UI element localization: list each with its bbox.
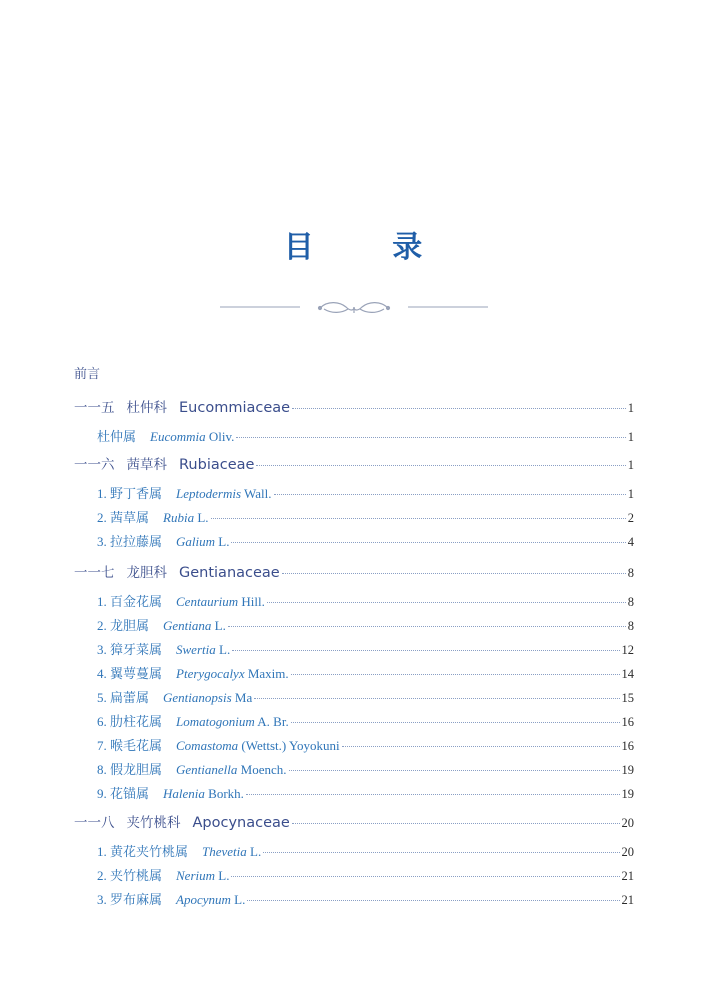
toc-genus-entry[interactable]	[74, 759, 634, 778]
genus-number: 6.	[97, 714, 107, 729]
dot-leader	[236, 437, 625, 438]
family-name-latin: Gentianaceae	[179, 565, 280, 581]
genus-name-cn	[97, 483, 162, 502]
genus-name-latin	[176, 486, 272, 502]
dot-leader	[263, 852, 619, 853]
dot-leader	[282, 573, 626, 574]
genus-authority: L.	[218, 534, 230, 549]
family-name-latin: Eucommiaceae	[179, 400, 291, 416]
dot-leader	[256, 465, 625, 466]
page-number: 8	[627, 619, 634, 633]
toc-family-entry[interactable]	[74, 453, 634, 473]
page-number: 19	[621, 763, 634, 777]
genus-latin-italic: Halenia	[163, 786, 205, 801]
family-name-cn: 龙胆科	[126, 565, 167, 581]
genus-number: 3.	[97, 642, 107, 657]
genus-name-cn	[97, 841, 188, 860]
genus-number: 3.	[97, 534, 107, 549]
toc-genus-entry[interactable]	[74, 841, 634, 860]
genus-name-latin	[176, 738, 340, 754]
genus-latin-italic: Rubia	[163, 510, 195, 525]
dot-leader	[292, 408, 626, 409]
genus-latin-italic: Galium	[176, 534, 216, 549]
genus-name-latin	[176, 594, 265, 610]
dot-leader	[291, 674, 620, 675]
page-number: 14	[621, 667, 634, 681]
page-number: 12	[621, 643, 634, 657]
toc-genus-entry[interactable]	[74, 639, 634, 658]
genus-authority: Maxim.	[247, 666, 289, 681]
genus-latin-italic: Comastoma	[176, 738, 239, 753]
page-number: 8	[627, 595, 634, 609]
genus-cn-text: 杜仲属	[97, 429, 137, 444]
genus-name-cn	[97, 865, 162, 884]
genus-name-cn	[97, 759, 162, 778]
dot-leader	[231, 542, 625, 543]
genus-latin-italic: Apocynum	[176, 892, 231, 907]
genus-cn-text: 夹竹桃属	[110, 868, 163, 883]
toc-genus-entry[interactable]	[74, 591, 634, 610]
dot-leader	[291, 722, 620, 723]
genus-number: 2.	[97, 618, 107, 633]
genus-name-cn	[97, 615, 149, 634]
genus-cn-text: 假龙胆属	[110, 762, 163, 777]
genus-name-latin	[163, 690, 252, 706]
toc-genus-entry[interactable]	[74, 865, 634, 884]
genus-number: 2.	[97, 510, 107, 525]
genus-name-latin	[163, 786, 244, 802]
page-number: 4	[627, 535, 634, 549]
page-number: 16	[621, 715, 634, 729]
dot-leader	[292, 823, 620, 824]
dot-leader	[211, 518, 626, 519]
genus-authority: Oliv.	[208, 429, 235, 444]
page-number: 20	[621, 845, 634, 859]
genus-cn-text: 野丁香属	[110, 486, 163, 501]
dot-leader	[254, 698, 619, 699]
family-number: 一一七	[74, 565, 115, 581]
dot-leader	[231, 876, 619, 877]
family-number: 一一五	[74, 400, 115, 416]
page-number: 1	[627, 430, 634, 444]
genus-cn-text: 喉毛花属	[110, 738, 163, 753]
toc-genus-entry[interactable]	[74, 426, 634, 445]
genus-number: 2.	[97, 868, 107, 883]
genus-latin-italic: Gentiana	[163, 618, 212, 633]
genus-authority: Hill.	[241, 594, 265, 609]
page-number: 1	[627, 458, 634, 472]
genus-name-cn	[97, 663, 162, 682]
toc-genus-entry[interactable]	[74, 687, 634, 706]
genus-name-cn	[97, 426, 136, 445]
genus-name-latin	[176, 666, 289, 682]
genus-latin-italic: Eucommia	[150, 429, 206, 444]
page-number: 20	[621, 816, 634, 830]
genus-authority: Ma	[234, 690, 253, 705]
family-name-cn: 杜仲科	[126, 400, 167, 416]
page-title: 目 录	[283, 230, 457, 265]
genus-cn-text: 扁蕾属	[110, 690, 150, 705]
toc-family-entry[interactable]	[74, 561, 634, 581]
genus-authority: L.	[219, 642, 231, 657]
genus-cn-text: 龙胆属	[110, 618, 150, 633]
toc-genus-entry[interactable]	[74, 783, 634, 802]
genus-name-cn	[97, 735, 162, 754]
genus-latin-italic: Pterygocalyx	[176, 666, 245, 681]
toc-genus-entry[interactable]	[74, 711, 634, 730]
genus-name-cn	[97, 591, 162, 610]
genus-cn-text: 獐牙菜属	[110, 642, 163, 657]
family-number: 一一六	[74, 457, 115, 473]
genus-cn-text: 罗布麻属	[110, 892, 163, 907]
family-name-latin: Rubiaceae	[179, 457, 255, 473]
genus-number: 1.	[97, 486, 107, 501]
dot-leader	[289, 770, 620, 771]
genus-cn-text: 肋柱花属	[110, 714, 163, 729]
genus-latin-italic: Thevetia	[202, 844, 247, 859]
genus-name-latin	[176, 534, 229, 550]
family-number: 一一八	[74, 815, 115, 831]
genus-cn-text: 茜草属	[110, 510, 150, 525]
genus-number: 3.	[97, 892, 107, 907]
page-number: 1	[627, 487, 634, 501]
genus-name-latin	[176, 868, 229, 884]
genus-authority: L.	[214, 618, 226, 633]
dot-leader	[267, 602, 626, 603]
genus-name-latin	[202, 844, 261, 860]
page-number: 19	[621, 787, 634, 801]
genus-number: 1.	[97, 594, 107, 609]
page-number: 2	[627, 511, 634, 525]
toc-genus-entry[interactable]	[74, 531, 634, 550]
genus-name-latin	[163, 510, 209, 526]
genus-name-cn	[97, 889, 162, 908]
genus-authority: L.	[234, 892, 246, 907]
family-name-cn: 夹竹桃科	[126, 815, 181, 831]
title-ornament-divider	[220, 296, 488, 320]
toc-genus-entry[interactable]	[74, 483, 634, 502]
toc-genus-entry[interactable]	[74, 663, 634, 682]
genus-authority: L.	[250, 844, 262, 859]
dot-leader	[247, 900, 619, 901]
toc-preface[interactable]	[74, 363, 634, 382]
page-number: 8	[627, 566, 634, 580]
genus-name-latin	[176, 714, 289, 730]
page-number: 16	[621, 739, 634, 753]
preface-label: 前言	[74, 367, 101, 382]
genus-cn-text: 百金花属	[110, 594, 163, 609]
toc-family-entry[interactable]	[74, 396, 634, 416]
genus-cn-text: 黄花夹竹桃属	[110, 844, 189, 859]
genus-number: 9.	[97, 786, 107, 801]
genus-latin-italic: Gentianella	[176, 762, 238, 777]
genus-authority: (Wettst.) Yoyokuni	[241, 738, 340, 753]
genus-latin-italic: Leptodermis	[176, 486, 242, 501]
genus-number: 8.	[97, 762, 107, 777]
family-name-cn: 茜草科	[126, 457, 167, 473]
genus-latin-italic: Lomatogonium	[176, 714, 255, 729]
dot-leader	[274, 494, 626, 495]
genus-name-latin	[176, 642, 230, 658]
genus-latin-italic: Swertia	[176, 642, 216, 657]
genus-name-latin	[176, 892, 245, 908]
genus-cn-text: 花锚属	[110, 786, 150, 801]
toc-genus-entry[interactable]	[74, 889, 634, 908]
genus-authority: Moench.	[240, 762, 287, 777]
genus-name-latin	[176, 762, 287, 778]
toc-genus-entry[interactable]	[74, 507, 634, 526]
genus-name-latin	[150, 429, 234, 445]
toc-family-entry[interactable]	[74, 811, 634, 831]
genus-name-cn	[97, 687, 149, 706]
toc-genus-entry[interactable]	[74, 735, 634, 754]
genus-cn-text: 拉拉藤属	[110, 534, 163, 549]
genus-authority: L.	[197, 510, 209, 525]
genus-latin-italic: Gentianopsis	[163, 690, 232, 705]
dot-leader	[232, 650, 619, 651]
genus-authority: A. Br.	[257, 714, 289, 729]
genus-cn-text: 翼萼蔓属	[110, 666, 163, 681]
toc-genus-entry[interactable]	[74, 615, 634, 634]
genus-name-cn	[97, 639, 162, 658]
genus-name-cn	[97, 711, 162, 730]
genus-authority: Wall.	[244, 486, 272, 501]
page-number: 1	[627, 401, 634, 415]
dot-leader	[228, 626, 626, 627]
genus-number: 1.	[97, 844, 107, 859]
genus-authority: Borkh.	[208, 786, 244, 801]
genus-latin-italic: Centaurium	[176, 594, 239, 609]
genus-number: 5.	[97, 690, 107, 705]
genus-authority: L.	[218, 868, 230, 883]
dot-leader	[246, 794, 620, 795]
genus-name-cn	[97, 531, 162, 550]
dot-leader	[342, 746, 620, 747]
genus-number: 7.	[97, 738, 107, 753]
page-number: 15	[621, 691, 634, 705]
page-number: 21	[621, 893, 634, 907]
page-number: 21	[621, 869, 634, 883]
genus-latin-italic: Nerium	[176, 868, 216, 883]
genus-name-latin	[163, 618, 226, 634]
genus-name-cn	[97, 783, 149, 802]
genus-number: 4.	[97, 666, 107, 681]
genus-name-cn	[97, 507, 149, 526]
family-name-latin: Apocynaceae	[192, 815, 290, 831]
